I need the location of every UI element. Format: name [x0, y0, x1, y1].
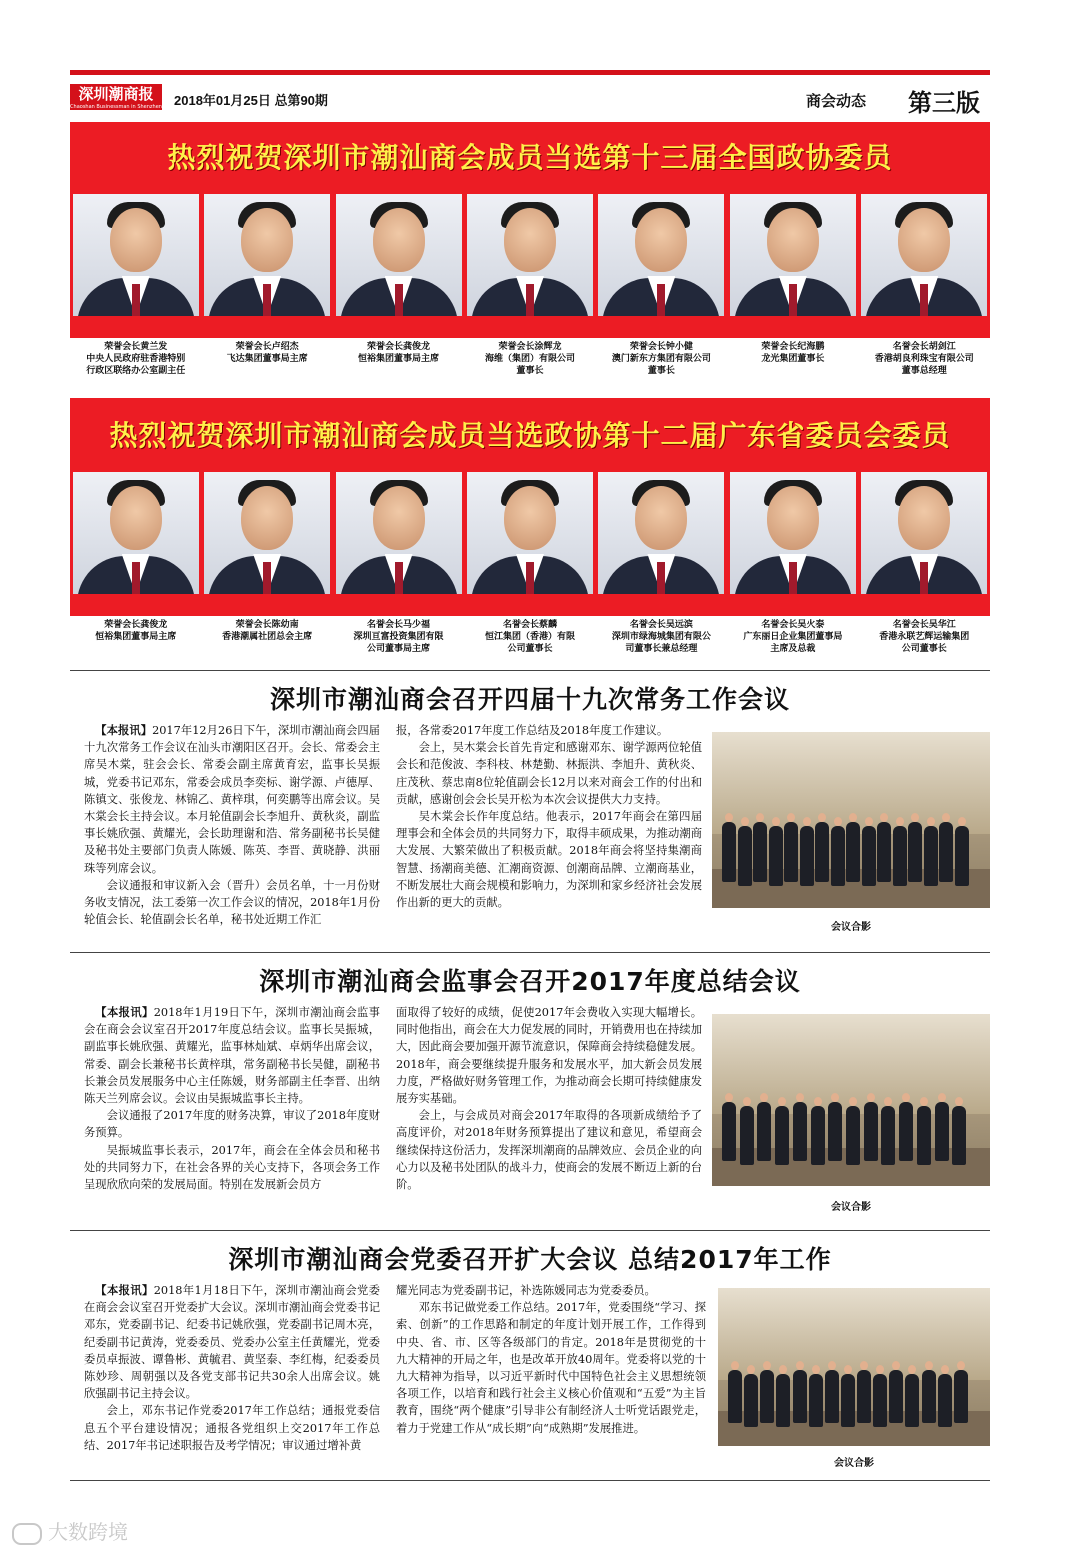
portrait-photo — [73, 194, 199, 316]
photo-caption: 会议合影 — [834, 1458, 874, 1469]
article-column — [396, 722, 702, 940]
congrats-panel-provincial — [70, 398, 990, 666]
section-name: 商会动态 — [806, 93, 867, 110]
page-number: 第三版 — [908, 90, 980, 117]
newspaper-logo: 深圳潮商报 Chaoshan Businessman in Shenzhen — [70, 85, 162, 110]
watermark-logo-icon — [12, 1523, 42, 1545]
paragraph: 邓东书记做党委工作总结。2017年，党委围绕“学习、探索、创新”的工作思路和制定的年度计划开展工作，工作得到中央、省、市、区等各级部门的肯定。2018年是贯彻党的十九大精神的开局之年，也是改革开放40周年。党委将以党的十九大精神为指导，以习近平新时代中国特色社会主义思想统领各项工作，以培育和践行社会主义核心价值观和“五爱”为主旨教育，围绕“两个健康”引导非公有制经济人士听党话跟党走，着力于党建工作从“成长期”向“成熟期”发展推进。 — [396, 1301, 706, 1435]
photo-person — [935, 1102, 949, 1160]
article-column — [396, 1004, 702, 1222]
photo-person — [952, 1106, 966, 1164]
photo-face — [828, 1361, 836, 1370]
photo-person — [722, 1102, 736, 1160]
paragraph: 会议通报了2017年度的财务决算，审议了2018年度财务预算。 — [84, 1109, 380, 1140]
photo-person — [738, 826, 752, 886]
photo-face — [747, 1365, 755, 1374]
paragraph: 会上，与会成员对商会2017年取得的各项新成绩给予了高度评价，对2018年财务预算提出了建议和意见，希望商会继续保持这份活力，发挥深圳潮商的品牌效应、会员企业的向心力以及秘书处团队的战斗力，使商会的发展不断迈上新的台阶。 — [396, 1109, 702, 1192]
portrait-photo — [861, 472, 987, 594]
portrait-row — [70, 472, 990, 594]
paragraph: 会上，邓东书记作党委2017年工作总结；通报党委信息五个平台建设情况；通报各党组织上交2017年工作总结、2017年书记述职报告及考学情况；审议通过增补黄 — [84, 1404, 380, 1452]
photo-person — [954, 1370, 968, 1424]
portrait-photo — [730, 194, 856, 316]
photo-face — [763, 1361, 771, 1370]
photo-face — [844, 1365, 852, 1374]
photo-face — [725, 813, 733, 822]
photo-face — [756, 813, 764, 822]
photo-person — [864, 1102, 878, 1160]
photo-person — [873, 1374, 887, 1428]
portrait-caption: 名誉会长吴火泰 广东丽日企业集团董事局 主席及总裁 — [743, 620, 843, 654]
portrait-photo — [467, 472, 593, 594]
divider — [70, 952, 990, 953]
group-photo — [718, 1288, 990, 1446]
photo-face — [876, 1365, 884, 1374]
divider — [70, 1230, 990, 1231]
photo-person — [728, 1370, 742, 1424]
portrait-caption: 荣誉会长卢绍杰 飞达集团董事局主席 — [226, 342, 308, 364]
photo-face — [958, 817, 966, 826]
portrait-photo — [598, 194, 724, 316]
portrait-photo — [730, 472, 856, 594]
photo-face — [787, 813, 795, 822]
portrait-caption: 名誉会长胡剑江 香港胡良利珠宝有限公司 董事总经理 — [874, 342, 974, 376]
photo-face — [796, 1361, 804, 1370]
photo-person — [881, 1106, 895, 1164]
photo-face — [796, 1093, 804, 1102]
photo-person — [769, 826, 783, 886]
photo-person — [917, 1106, 931, 1164]
photo-person — [775, 1106, 789, 1164]
photo-face — [920, 1097, 928, 1106]
portrait-caption: 荣誉会长龚俊龙 恒裕集团董事局主席 — [95, 620, 177, 642]
portrait-photo — [467, 194, 593, 316]
photo-face — [938, 1093, 946, 1102]
portrait-caption: 荣誉会长龚俊龙 恒裕集团董事局主席 — [358, 342, 440, 364]
portrait-caption: 名誉会长马少福 深圳亘富投资集团有限 公司董事局主席 — [353, 620, 444, 654]
photo-person — [740, 1106, 754, 1164]
panel-title: 热烈祝贺深圳市潮汕商会成员当选第十三届全国政协委员 — [167, 141, 893, 174]
photo-person — [800, 826, 814, 886]
divider — [70, 1480, 990, 1481]
portrait-photo — [73, 472, 199, 594]
photo-face — [834, 817, 842, 826]
paragraph: 会上，吴木棠会长首先肯定和感谢邓东、谢学源两位轮值会长和范俊波、李科枝、林楚勤、林振洪、李旭升、黄秋炎、庄茂秋、蔡忠南8位轮值副会长12月以来对商会工作的付出和贡献，感谢创会会长吴开松为本次会议提供大力支持。 — [396, 741, 702, 806]
photo-person — [793, 1102, 807, 1160]
photo-person — [776, 1374, 790, 1428]
portrait-photo — [204, 194, 330, 316]
photo-face — [812, 1365, 820, 1374]
paragraph: 吴振城监事长表示，2017年，商会在全体会员和秘书处的共同努力下，在社会各界的关心支持下，各项会务工作呈现欣欣向荣的发展局面。特别在发展新会员方 — [84, 1143, 380, 1192]
photo-face — [860, 1361, 868, 1370]
photo-person — [757, 1102, 771, 1160]
photo-person — [846, 1106, 860, 1164]
paragraph: 耀光同志为党委副书记，补选陈媛同志为党委委员。 — [396, 1284, 656, 1297]
issue-date: 2018年01月25日 总第90期 — [174, 93, 328, 108]
article-headline: 深圳市潮汕商会召开四届十九次常务工作会议 — [269, 685, 790, 714]
caption-row — [70, 616, 990, 666]
article-column — [396, 1282, 706, 1474]
photo-face — [731, 1361, 739, 1370]
portrait-caption: 荣誉会长钟小健 澳门新东方集团有限公司 董事长 — [611, 342, 711, 376]
photo-person — [722, 822, 736, 882]
paragraph: 2018年1月19日下午，深圳市潮汕商会监事会在商会会议室召开2017年度总结会议。监事长吴振城，副监事长姚欣强、黄耀光，监事林灿斌、卓炳华出席会议，常委、副会长兼秘书长黄梓琪，常务副秘书长吴健，副秘书长兼会员发展服务中心主任陈媛，财务部副主任李晋、出纳陈天兰列席会议。会议由吴振城监事长主持。 — [84, 1006, 380, 1106]
portrait-photo — [861, 194, 987, 316]
photo-person — [899, 1102, 913, 1160]
photo-face — [927, 817, 935, 826]
photo-face — [803, 817, 811, 826]
panel-title: 热烈祝贺深圳市潮汕商会成员当选政协第十二届广东省委员会委员 — [109, 419, 951, 452]
photo-person — [905, 1374, 919, 1428]
photo-face — [772, 817, 780, 826]
photo-person — [939, 822, 953, 882]
article-column — [84, 1004, 380, 1222]
photo-person — [831, 826, 845, 886]
portrait-caption: 名誉会长吴远滨 深圳市绿海城集团有限公 司董事长兼总经理 — [611, 620, 711, 654]
photo-face — [911, 813, 919, 822]
portrait-photo — [336, 194, 462, 316]
photo-person — [784, 822, 798, 882]
portrait-caption: 名誉会长吴华江 香港永联艺辉运输集团 公司董事长 — [879, 620, 970, 654]
news-tag: 【本报讯】 — [95, 1283, 154, 1297]
paragraph: 面取得了较好的成绩，促使2017年会费收入实现大幅增长。同时他指出，商会在大力促发展的同时，开销费用也在持续加大，因此商会要加强开源节流意识，保障商会持续稳健发展。2018年，商会要继续提升服务和发展水平，加大新会员发展力度，严格做好财务管理工作，为推动商会长期可持续健康发展夯实基础。 — [396, 1006, 702, 1106]
portrait-photo — [598, 472, 724, 594]
photo-face — [865, 817, 873, 826]
photo-person — [744, 1374, 758, 1428]
photo-caption: 会议合影 — [831, 1202, 871, 1213]
photo-person — [841, 1374, 855, 1428]
article-headline: 深圳市潮汕商会党委召开扩大会议 总结2017年工作 — [228, 1245, 832, 1274]
photo-person — [922, 1370, 936, 1424]
portrait-caption: 荣誉会长涂辉龙 海维（集团）有限公司 董事长 — [484, 342, 575, 376]
paragraph: 2018年1月18日下午，深圳市潮汕商会党委在商会会议室召开党委扩大会议。深圳市潮汕商会党委书记邓东，党委副书记、纪委书记姚欣强，党委副书记周木亮，纪委副书记黄涛，党委委员、党委办公室主任黄耀光，党委委员卓振波、谭鲁彬、黄毓君、黄坚泰、李红梅，纪委委员陈妙珍、周朝强以及各党支部书记共30余人出席会议。姚欣强副书记主持会议。 — [84, 1284, 380, 1401]
photo-person — [846, 822, 860, 882]
photo-person — [828, 1102, 842, 1160]
photo-face — [867, 1093, 875, 1102]
photo-face — [925, 1361, 933, 1370]
portrait-caption: 荣誉会长黄兰发 中央人民政府驻香港特别 行政区联络办公室副主任 — [86, 342, 186, 376]
photo-person — [811, 1106, 825, 1164]
news-tag: 【本报讯】 — [95, 1005, 154, 1019]
photo-person — [938, 1374, 952, 1428]
watermark-text: 大数跨境 — [48, 1520, 128, 1544]
top-red-rule — [70, 70, 990, 75]
photo-face — [880, 813, 888, 822]
photo-face — [743, 1097, 751, 1106]
caption-row — [70, 338, 990, 392]
news-tag: 【本报讯】 — [95, 723, 153, 737]
portrait-caption: 名誉会长蔡麟 恒江集团（香港）有限 公司董事长 — [484, 620, 575, 654]
photo-face — [941, 1365, 949, 1374]
article-column — [84, 722, 380, 940]
paragraph: 吴木棠会长作年度总结。他表示，2017年商会在第四届理事会和全体会员的共同努力下，取得丰硕成果，为推动潮商大发展、大繁荣做出了积极贡献。2018年商会将坚持集潮商智慧、扬潮商美德、汇潮商资源、创潮商品牌、立潮商基业，不断发展壮大商会规模和影响力，为深圳和家乡经济社会发展作出新的更大的贡献。 — [396, 810, 702, 910]
photo-person — [793, 1370, 807, 1424]
portrait-photo — [204, 472, 330, 594]
paragraph: 2017年12月26日下午，深圳市潮汕商会四届十九次常务工作会议在汕头市潮阳区召开。会长、常委会主席吴木棠，驻会会长、常委会副主席黄育宏，监事长吴振城，党委书记邓东，常委会成员李奕标、谢学源、卢德厚、陈镇文、张俊龙、林锦乙、黄梓琪，何奕鹏等出席会议。吴木棠会长主持会议。本月轮值副会长李旭升、黄秋炎，副监事长姚欣强、黄耀光，会长助理谢和浩、常务副秘书长吴健及秘书处主要部门负责人陈媛、陈英、李晋、黄晓静、洪丽珠等列席会议。 — [84, 724, 380, 875]
group-photo — [712, 732, 990, 908]
photo-face — [741, 817, 749, 826]
portrait-row — [70, 194, 990, 316]
photo-person — [893, 826, 907, 886]
photo-person — [825, 1370, 839, 1424]
group-photo — [712, 1014, 990, 1186]
photo-person — [877, 822, 891, 882]
masthead — [70, 80, 990, 116]
photo-face — [957, 1361, 965, 1370]
portrait-caption: 荣誉会长纪海鹏 龙光集团董事长 — [761, 342, 825, 364]
photo-person — [760, 1370, 774, 1424]
photo-face — [896, 817, 904, 826]
photo-person — [889, 1370, 903, 1424]
portrait-photo — [336, 472, 462, 594]
paragraph: 会议通报和审议新入会（晋升）会员名单，十一月份财务收支情况，法工委第一次工作会议的情况，2018年1月份轮值会长、轮值副会长名单，秘书处近期工作汇 — [84, 878, 380, 927]
congrats-panel-national — [70, 122, 990, 392]
photo-person — [857, 1370, 871, 1424]
photo-person — [815, 822, 829, 882]
photo-person — [908, 822, 922, 882]
portrait-caption: 荣誉会长陈幼南 香港潮属社团总会主席 — [222, 620, 313, 642]
photo-caption: 会议合影 — [831, 922, 871, 933]
photo-person — [809, 1374, 823, 1428]
watermark — [12, 1516, 128, 1545]
photo-face — [818, 813, 826, 822]
photo-person — [924, 826, 938, 886]
photo-face — [942, 813, 950, 822]
article-headline: 深圳市潮汕商会监事会召开2017年度总结会议 — [259, 967, 801, 996]
paragraph: 报，各常委2017年度工作总结及2018年度工作建议。 — [396, 724, 669, 737]
photo-person — [862, 826, 876, 886]
photo-person — [955, 826, 969, 886]
photo-person — [753, 822, 767, 882]
photo-face — [814, 1097, 822, 1106]
article-column — [84, 1282, 380, 1474]
divider — [70, 670, 990, 671]
photo-face — [849, 813, 857, 822]
